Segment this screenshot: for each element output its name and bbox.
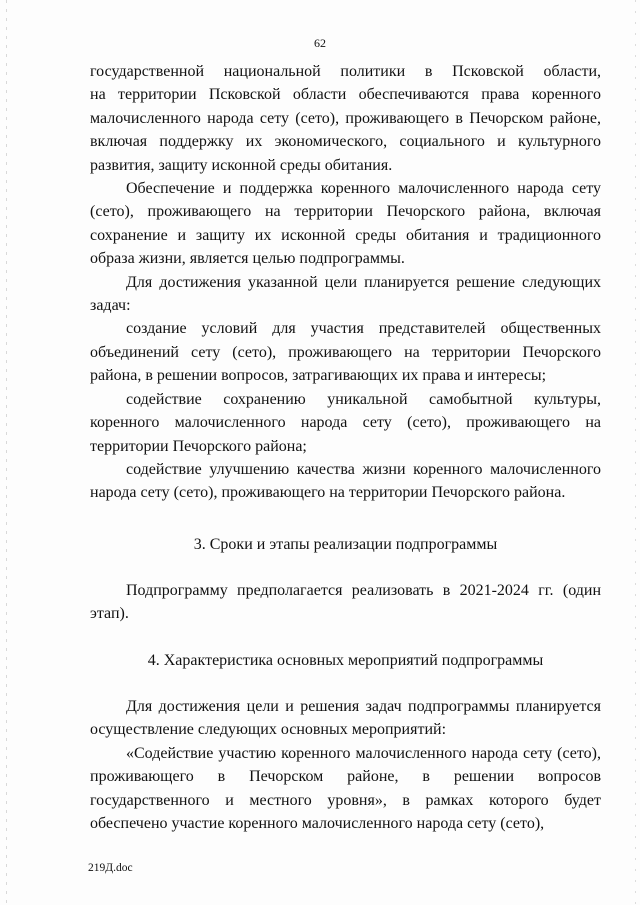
goal-paragraph: Обеспечение и поддержка коренного малочисленного народа сету (сето), проживающего на территории Печорского района, включая сохранение и защиту их исконной среды обитания и традиционного образа жизни, является целью подпрограммы. [90, 180, 601, 268]
section-3-heading: 3. Сроки и этапы реализации подпрограммы [193, 536, 498, 553]
section-4-body [90, 695, 601, 835]
paragraph-line: на территории Псковской области обеспечиваются права коренного [90, 86, 601, 104]
paragraph-line: развития, защиту исконной среды обитания. [90, 156, 393, 174]
scan-edge-right [635, 0, 636, 905]
measure-paragraph: «Содействие участию коренного малочисленного народа сету (сето), проживающего в Печорском районе, в решении вопросов государственного и местного уровня», в рамках которого будет обеспечено участие коренного малочисленного народа сету (сето), [90, 744, 601, 833]
section-3-body [90, 579, 601, 626]
paragraph-line: включая поддержку их экономического, социального и культурного [90, 133, 601, 151]
task-item: содействие сохранению уникальной самобытной культуры, коренного малочисленного народа сету (сето), проживающего на территории Печорского района; [90, 390, 601, 455]
paragraph-line: государственной национальной политики в Псковской области, [90, 63, 601, 80]
task-item: содействие улучшению качества жизни коренного малочисленного народа сету (сето), проживающего на территории Печорского района. [90, 460, 601, 502]
tasks-intro-paragraph: Для достижения указанной цели планируется решение следующих задач: [90, 273, 601, 315]
footer-filename: 219Д.doc [88, 862, 133, 874]
body-block-1 [90, 60, 601, 505]
section-3-paragraph: Подпрограмму предполагается реализовать в 2021-2024 гг. (один этап). [90, 582, 601, 623]
scan-edge-left [6, 0, 7, 905]
section-4-intro-paragraph: Для достижения цели и решения задач подпрограммы планируется осуществление следующих основных мероприятий: [90, 698, 601, 739]
section-4-heading: 4. Характеристика основных мероприятий подпрограммы [147, 652, 544, 669]
task-item: создание условий для участия представителей общественных объединений сету (сето), проживающего на территории Печорского района, в решении вопросов, затрагивающих их права и интересы; [90, 320, 601, 385]
page-number: 62 [314, 36, 326, 50]
paragraph-line: малочисленного народа сету (сето), проживающего в Печорском районе, [90, 109, 601, 127]
